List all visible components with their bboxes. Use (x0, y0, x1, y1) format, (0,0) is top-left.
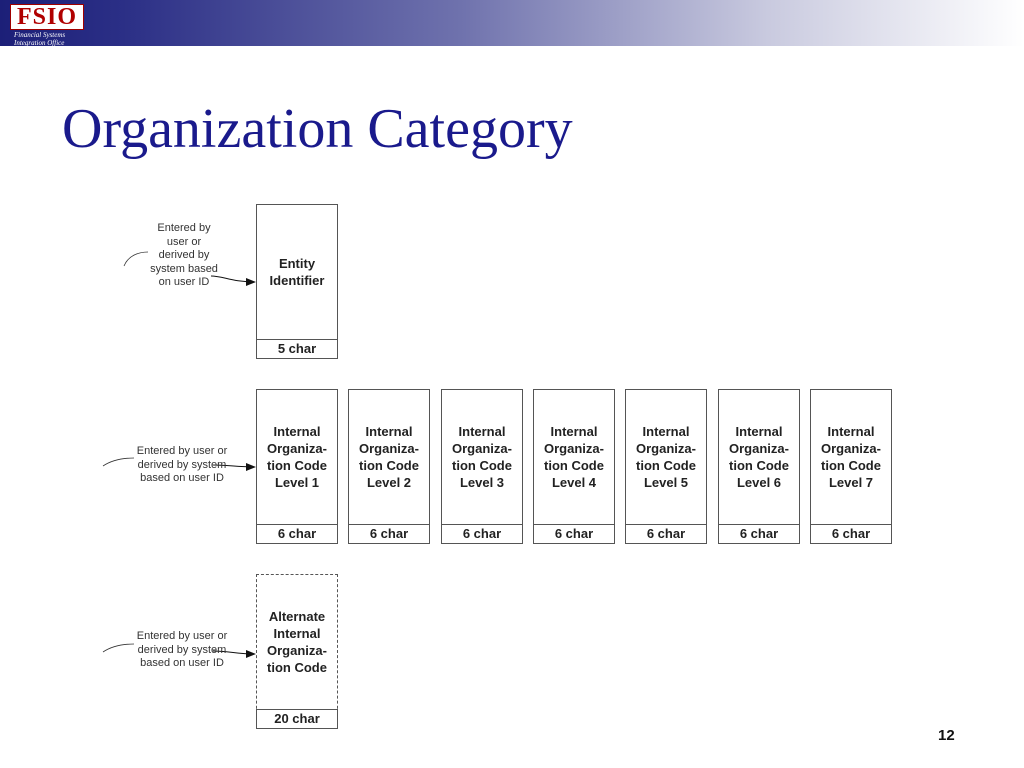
internal-org-level-7-box (810, 389, 892, 544)
internal-org-level-5-size: 6 char (625, 524, 707, 544)
internal-org-level-6-size: 6 char (718, 524, 800, 544)
internal-org-level-5-box (625, 389, 707, 544)
internal-org-level-3-size: 6 char (441, 524, 523, 544)
internal-org-level-4-box (533, 389, 615, 544)
internal-org-level-5-label: Internal Organiza- tion Code Level 5 (636, 424, 696, 490)
internal-org-level-4-size: 6 char (533, 524, 615, 544)
internal-org-level-7-label: Internal Organiza- tion Code Level 7 (821, 424, 881, 490)
internal-org-level-1-size: 6 char (256, 524, 338, 544)
alternate-org-source-note: Entered by user or derived by system based on user ID (136, 630, 228, 669)
logo-subtitle-line-2: Integration Office (14, 39, 65, 47)
logo-wordmark: FSIO (10, 4, 84, 30)
internal-org-level-1-box (256, 389, 338, 544)
entity-source-note: Entered by user or derived by system based on user ID (150, 222, 218, 288)
internal-org-source-note: Entered by user or derived by system based on user ID (136, 445, 228, 484)
internal-org-level-2-label: Internal Organiza- tion Code Level 2 (359, 424, 419, 490)
internal-org-level-3-label: Internal Organiza- tion Code Level 3 (452, 424, 512, 490)
internal-org-level-1-label: Internal Organiza- tion Code Level 1 (267, 424, 327, 490)
internal-org-level-6-box (718, 389, 800, 544)
alternate-org-code-box (256, 574, 338, 729)
internal-org-level-2-size: 6 char (348, 524, 430, 544)
entity-identifier-box (256, 204, 338, 359)
internal-org-level-6-label: Internal Organiza- tion Code Level 6 (729, 424, 789, 490)
slide-title: Organization Category (62, 98, 573, 160)
entity-identifier-size: 5 char (256, 339, 338, 359)
internal-org-level-3-box (441, 389, 523, 544)
alternate-org-code-label: Alternate Internal Organiza- tion Code (267, 609, 327, 675)
logo-subtitle-line-1: Financial Systems (14, 31, 66, 39)
entity-identifier-label: Entity Identifier (269, 256, 325, 288)
alternate-org-code-size: 20 char (256, 709, 338, 729)
internal-org-level-4-label: Internal Organiza- tion Code Level 4 (544, 424, 604, 490)
internal-org-level-7-size: 6 char (810, 524, 892, 544)
page-number: 12 (938, 727, 955, 744)
internal-org-level-2-box (348, 389, 430, 544)
